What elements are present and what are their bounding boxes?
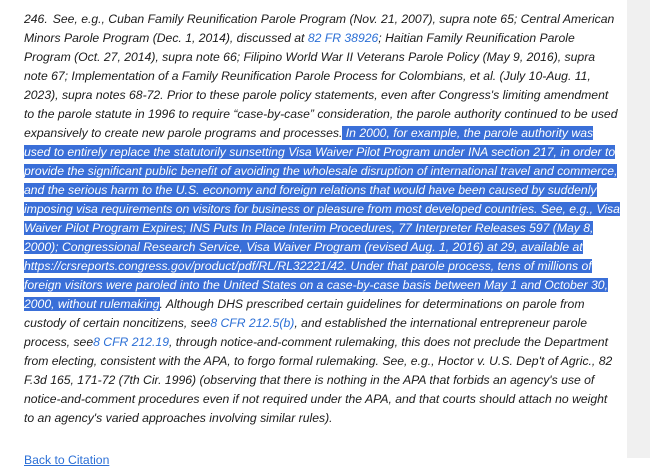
citation-link-82-fr-38926[interactable]: 82 FR 38926 (307, 31, 379, 45)
footnote-text-part5: , through notice-and-comment rulemaking, this does not preclude the Department from electing, consistent with the APA, to forgo formal rulemaking. See, e.g., Hoctor v. U.S. Dep't of Agric., 82 F.3d 165, 171-72 (7th Cir. 1996) (observing that there is nothing in the APA that forbids an agency's use of notice-and-comment procedures even if not required under the APA, and that courts should attach no weight to an agency's varied approaches involving similar rules). (24, 335, 613, 425)
footnote-text-part4: , and established the international entrepreneur parole process, see (24, 316, 588, 349)
footnote-text-part3: . Although DHS prescribed certain guidelines for determinations on parole from custody of certain noncitizens, see (24, 297, 585, 330)
citation-link-8-cfr-212-5b[interactable]: 8 CFR 212.5(b) (210, 316, 295, 330)
back-to-citation-link[interactable]: Back to Citation (24, 453, 110, 467)
side-gutter (627, 0, 650, 458)
footnote-text-part2: ; Haitian Family Reunification Parole Program (Oct. 27, 2014), supra note 66; Filipino World War II Veterans Parole Policy (May 9, 2016), supra note 67; Implementation of a Family Reunification Parole Process for Colombians, et al. (July 10-Aug. 11, 2023), supra notes 68-72. Prior to these parole policy statements, even after Congress's limiting amendment to the parole statute in 1996 to require “case-by-case” consideration, the parole authority continued to be used expansively to create new parole programs and processes. (24, 31, 618, 140)
citation-link-8-cfr-212-19[interactable]: 8 CFR 212.19 (93, 335, 169, 349)
highlighted-selection: In 2000, for example, the parole authority was used to entirely replace the statutorily sunsetting Visa Waiver Pilot Program under INA section 217, in order to provide the significant public benefit of avoiding the wholesale disruption of international travel and commerce, and the serious harm to the U.S. economy and foreign relations that would have been caused by suddenly imposing visa requirements on visitors for business or pleasure from most developed countries. See, e.g., Visa Waiver Pilot Program Expires; INS Puts In Place Interim Procedures, 77 Interpreter Releases 597 (May 8, 2000); Congressional Research Service, Visa Waiver Program (revised Aug. 1, 2016) at 29, available at https://crsreports.congress.gov/product/pdf/RL/RL32221/42. Under that parole process, tens of millions of foreign visitors were paroled into the United States on a case-by-case basis between May 1 and October 30, 2000, without rulemaking (24, 126, 620, 311)
footnote-246 (24, 10, 620, 428)
footnote-text-part1: See, e.g., Cuban Family Reunification Parole Program (Nov. 21, 2007), supra note 65; Central American Minors Parole Program (Dec. 1, 2014), discussed at (24, 12, 615, 45)
footnote-number: 246. (24, 12, 48, 26)
